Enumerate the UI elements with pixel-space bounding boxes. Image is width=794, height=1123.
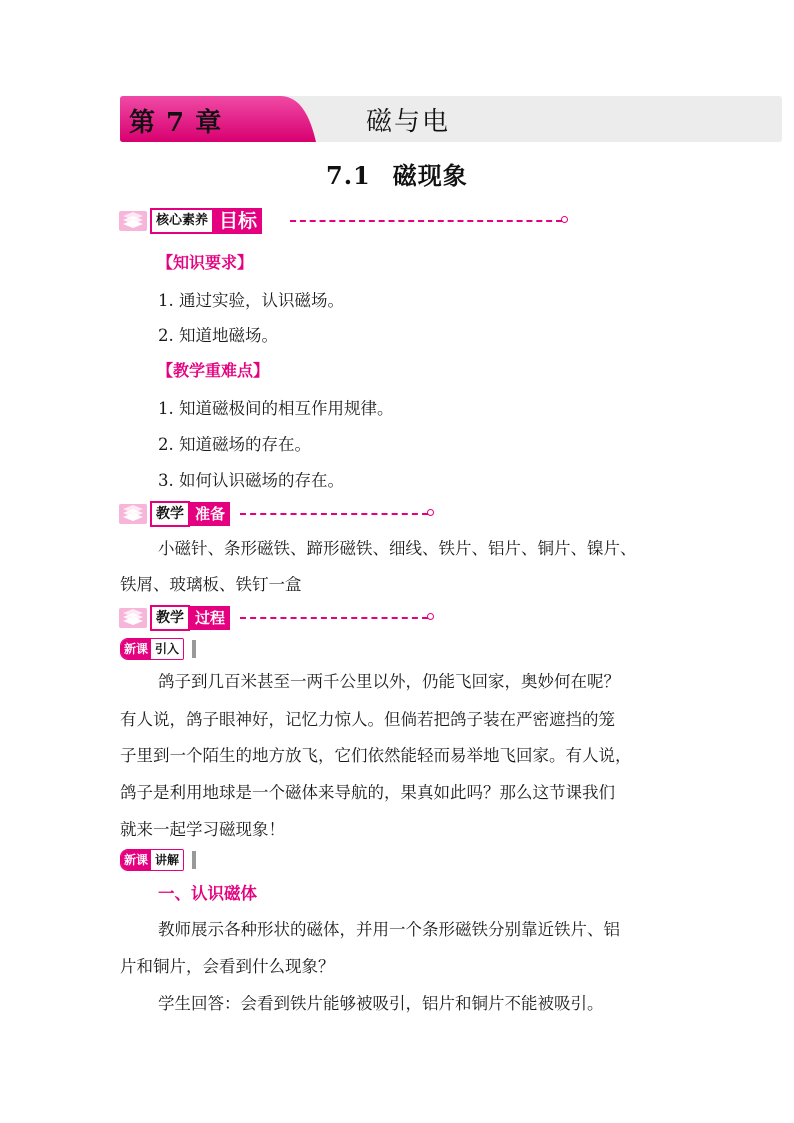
divider-end-dot <box>427 613 434 620</box>
divider-end-dot <box>427 509 434 516</box>
divider-end-dot <box>561 216 568 223</box>
intro-paragraph-line: 鸽子到几百米甚至一两千公里以外，仍能飞回家，奥妙何在呢？ <box>158 672 620 691</box>
intro-paragraph-line: 鸽子是利用地球是一个磁体来导航的，果真如此吗？那么这节课我们 <box>120 783 615 802</box>
lecture-paragraph-line: 片和铜片，会看到什么现象？ <box>120 957 335 976</box>
intro-paragraph-line: 就来一起学习磁现象！ <box>120 820 285 839</box>
intro-paragraph-line: 有人说，鸽子眼神好，记忆力惊人。但倘若把鸽子装在严密遮挡的笼 <box>120 710 615 729</box>
chapter-label: 第 7 章 <box>129 108 223 138</box>
book-icon <box>118 606 148 630</box>
lecture-tag-left: 新课 <box>121 850 151 870</box>
intro-tag-right: 引入 <box>151 639 183 659</box>
process-badge-title: 过程 <box>190 606 230 630</box>
knowledge-heading: 【知识要求】 <box>157 253 254 272</box>
key-point-item: 1. 知道磁极间的相互作用规律。 <box>158 399 394 418</box>
lecture-tag-right: 讲解 <box>151 850 183 870</box>
intro-tag <box>120 638 184 660</box>
prep-badge-title: 准备 <box>190 502 230 526</box>
lecture-paragraph-line: 学生回答：会看到铁片能够被吸引，铝片和铜片不能被吸引。 <box>158 994 604 1013</box>
section-name: 磁现象 <box>392 161 468 190</box>
intro-tag-left: 新课 <box>121 639 151 659</box>
prep-badge-label: 教学 <box>150 501 190 527</box>
section-title <box>326 156 468 191</box>
goals-section-header <box>118 206 262 236</box>
tag-shadow <box>192 851 196 869</box>
tag-shadow <box>192 640 196 658</box>
lecture-paragraph-line: 教师展示各种形状的磁体，并用一个条形磁铁分别靠近铁片、铝 <box>158 920 620 939</box>
chapter-title: 磁与电 <box>366 107 451 137</box>
prep-materials-line: 小磁针、条形磁铁、蹄形磁铁、细线、铁片、铝片、铜片、镍片、 <box>158 539 637 558</box>
lecture-tag <box>120 849 184 871</box>
key-points-heading: 【教学重难点】 <box>157 361 270 380</box>
key-point-item: 2. 知道磁场的存在。 <box>158 435 311 454</box>
divider-line <box>290 220 562 222</box>
goals-badge-label: 核心素养 <box>150 208 214 234</box>
knowledge-item: 1. 通过实验，认识磁场。 <box>158 291 344 310</box>
prep-section-header <box>118 499 230 529</box>
goals-badge-title: 目标 <box>214 208 262 234</box>
section-number: 7.1 <box>326 161 371 190</box>
process-section-header <box>118 603 230 633</box>
divider-line <box>240 617 428 619</box>
process-badge-label: 教学 <box>150 605 190 631</box>
intro-paragraph-line: 子里到一个陌生的地方放飞，它们依然能轻而易举地飞回家。有人说， <box>120 746 632 765</box>
key-point-item: 3. 如何认识磁场的存在。 <box>158 471 344 490</box>
knowledge-item: 2. 知道地磁场。 <box>158 326 278 345</box>
book-icon <box>118 502 148 526</box>
book-icon <box>118 209 148 233</box>
subheading: 一、认识磁体 <box>158 884 257 903</box>
prep-materials-line: 铁屑、玻璃板、铁钉一盒 <box>120 575 302 594</box>
divider-line <box>240 513 428 515</box>
